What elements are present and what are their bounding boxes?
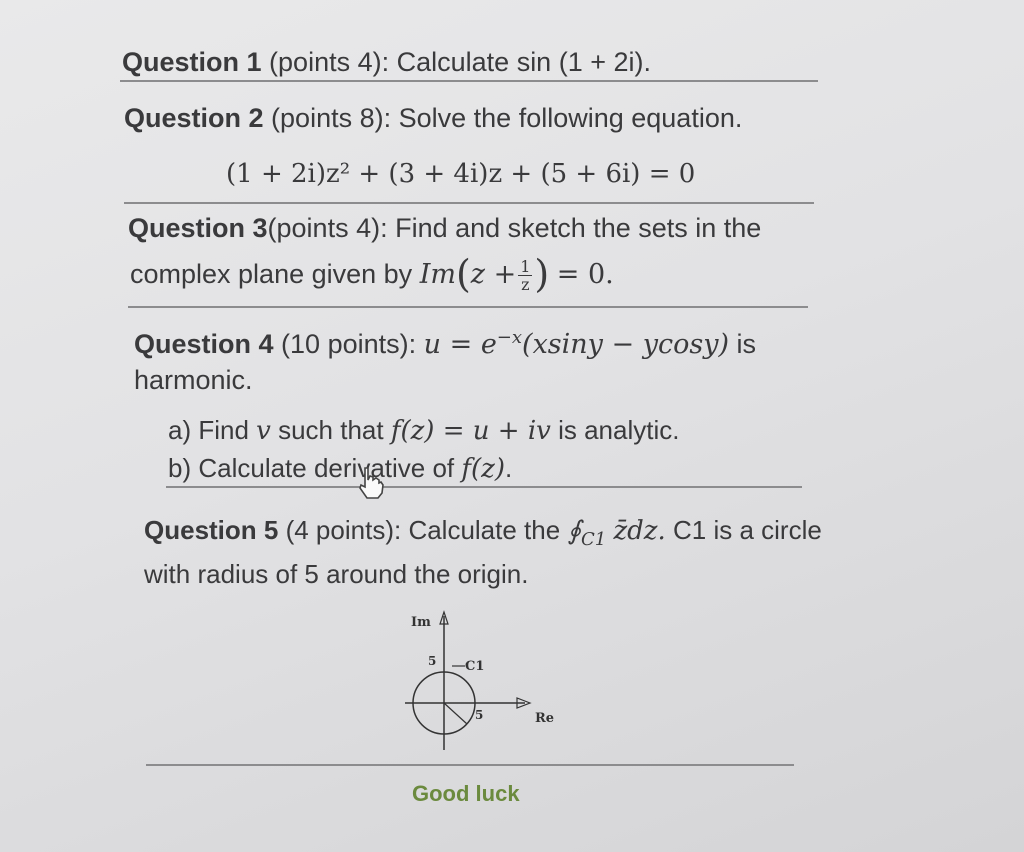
question-5-points: (4 points): bbox=[285, 515, 402, 545]
question-2-equation: (1 + 2i)z² + (3 + 4i)z + (5 + 6i) = 0 bbox=[226, 159, 696, 189]
question-5-after: C1 is a circle bbox=[673, 515, 822, 545]
question-2-title: Question 2 bbox=[124, 103, 264, 133]
part-a-end: is analytic. bbox=[558, 415, 680, 445]
radius-label-x: 5 bbox=[475, 708, 484, 722]
question-5-line2: with radius of 5 around the origin. bbox=[144, 559, 529, 589]
question-4-tail: is bbox=[736, 329, 757, 359]
question-4-expr: u = e bbox=[423, 329, 497, 360]
part-a-var: v bbox=[256, 416, 271, 446]
im-label: Im bbox=[411, 615, 431, 630]
question-4-part-b bbox=[168, 452, 512, 485]
question-2-text: Solve the following equation. bbox=[398, 103, 743, 133]
question-3-equals: = 0. bbox=[556, 259, 614, 290]
hand-cursor-icon bbox=[356, 466, 386, 500]
part-b-expr: f(z) bbox=[461, 454, 505, 484]
question-5-title: Question 5 bbox=[144, 515, 279, 545]
circle-diagram bbox=[395, 600, 570, 760]
radius-label-y: 5 bbox=[428, 654, 437, 668]
question-1 bbox=[122, 46, 651, 78]
question-1-title: Question 1 bbox=[122, 47, 262, 77]
question-5-text: Calculate the bbox=[408, 515, 561, 545]
question-4-points: (10 points): bbox=[281, 329, 417, 359]
divider bbox=[120, 80, 818, 82]
question-3-text-2: complex plane given by bbox=[130, 259, 413, 289]
question-4-title: Question 4 bbox=[134, 329, 274, 359]
good-luck-text: Good luck bbox=[412, 781, 520, 806]
part-a-expr: f(z) = u + iv bbox=[390, 416, 551, 446]
question-4-line2: harmonic. bbox=[134, 365, 253, 395]
fraction-numerator: 1 bbox=[520, 257, 531, 277]
question-3-points: (points 4): bbox=[267, 213, 388, 243]
part-b-prefix: b) Calculate derivative of bbox=[168, 453, 455, 483]
integral-subscript: C1 bbox=[580, 529, 607, 550]
part-b-end: . bbox=[504, 453, 513, 483]
question-5 bbox=[144, 514, 822, 556]
question-4-exponent: −x bbox=[496, 327, 523, 348]
divider bbox=[124, 202, 814, 204]
question-3-z: z + bbox=[470, 259, 517, 290]
contour-integral-icon: ∮ bbox=[567, 516, 581, 546]
question-4 bbox=[134, 322, 756, 361]
question-2-points: (points 8): bbox=[271, 103, 392, 133]
question-4-expr-rest: (xsiny − ycosy) bbox=[522, 329, 729, 360]
question-3-im: Im bbox=[419, 259, 456, 290]
divider bbox=[146, 764, 794, 766]
divider bbox=[128, 306, 808, 308]
question-4-part-a bbox=[168, 414, 679, 447]
divider bbox=[166, 486, 802, 488]
question-3-title: Question 3 bbox=[128, 213, 268, 243]
question-1-points: (points 4): bbox=[269, 47, 390, 77]
left-paren: ( bbox=[455, 252, 471, 296]
question-2 bbox=[124, 102, 742, 134]
question-5-integrand: z̄dz. bbox=[613, 516, 666, 546]
fraction-denominator: z bbox=[521, 275, 530, 295]
radius-line bbox=[444, 703, 467, 724]
question-3 bbox=[128, 212, 761, 244]
part-a-mid: such that bbox=[278, 415, 384, 445]
question-3-fraction bbox=[518, 258, 532, 293]
question-3-line2 bbox=[130, 252, 614, 296]
c1-label: C1 bbox=[465, 659, 485, 674]
right-paren: ) bbox=[534, 252, 550, 296]
part-a-prefix: a) Find bbox=[168, 415, 249, 445]
re-label: Re bbox=[535, 711, 555, 726]
question-1-text: Calculate sin (1 + 2i). bbox=[396, 47, 651, 77]
question-3-text: Find and sketch the sets in the bbox=[395, 213, 762, 243]
